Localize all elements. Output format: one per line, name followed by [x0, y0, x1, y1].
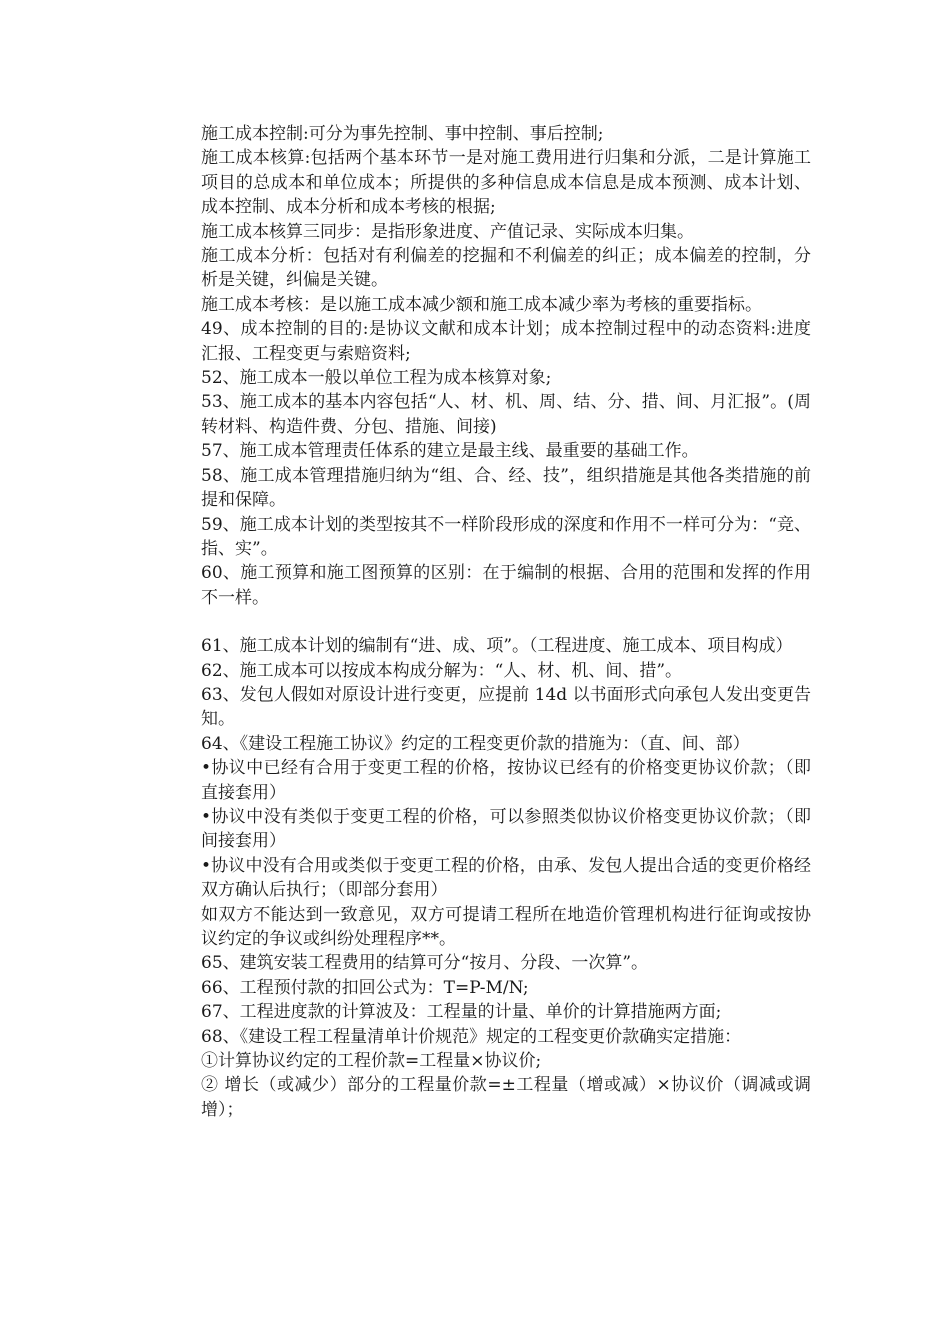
paragraph: 如双方不能达到一致意见，双方可提请工程所在地造价管理机构进行征询或按协议约定的争议或纠纷处理程序**。	[201, 904, 811, 949]
paragraph: 53、施工成本的基本内容包括“人、材、机、周、结、分、措、间、月汇报”。(周转材料、构造件费、分包、措施、间接)	[201, 392, 811, 437]
paragraph: 施工成本控制:可分为事先控制、事中控制、事后控制;	[201, 124, 604, 144]
paragraph: 65、建筑安装工程费用的结算可分“按月、分段、一次算”。	[201, 953, 649, 974]
paragraph: 施工成本核算三同步：是指形象进度、产值记录、实际成本归集。	[201, 221, 694, 242]
bullet-item: •协议中没有类似于变更工程的价格，可以参照类似协议价格变更协议价款；（即间接套用）	[201, 806, 811, 852]
paragraph: 64、《建设工程施工协议》约定的工程变更价款的措施为：（直、间、部）	[201, 733, 750, 754]
paragraph: 施工成本核算:包括两个基本环节一是对施工费用进行归集和分派，二是计算施工项目的总成本和单位成本；所提供的多种信息成本信息是成本预测、成本计划、成本控制、成本分析和成本考核的根据;	[201, 148, 811, 218]
numbered-item: ①计算协议约定的工程价款=工程量×协议价;	[201, 1051, 542, 1072]
document-body	[201, 122, 811, 1122]
paragraph: 63、发包人假如对原设计进行变更，应提前 14d 以书面形式向承包人发出变更告知。	[201, 684, 811, 730]
paragraph: 52、施工成本一般以单位工程为成本核算对象;	[201, 368, 552, 389]
numbered-item: ② 增长（或减少）部分的工程量价款=±工程量（增或减）×协议价（调减或调增）；	[201, 1075, 811, 1120]
paragraph: 60、施工预算和施工图预算的区别：在于编制的根据、合用的范围和发挥的作用不一样。	[201, 563, 811, 608]
paragraph: 57、施工成本管理责任体系的建立是最主线、最重要的基础工作。	[201, 441, 699, 462]
paragraph: 59、施工成本计划的类型按其不一样阶段形成的深度和作用不一样可分为：“竞、指、实”。	[201, 514, 811, 559]
paragraph: 67、工程进度款的计算波及：工程量的计量、单价的计算措施两方面;	[201, 1002, 722, 1023]
paragraph: 66、工程预付款的扣回公式为：T=P-M/N;	[201, 977, 529, 998]
paragraph: 62、施工成本可以按成本构成分解为：“人、材、机、间、措”。	[201, 660, 683, 681]
paragraph: 58、施工成本管理措施归纳为“组、合、经、技”，组织措施是其他各类措施的前提和保障。	[201, 465, 811, 511]
bullet-item: •协议中已经有合用于变更工程的价格，按协议已经有的价格变更协议价款；（即直接套用）	[201, 758, 811, 803]
paragraph: 49、成本控制的目的:是协议文献和成本计划；成本控制过程中的动态资料:进度汇报、工程变更与索赔资料;	[201, 319, 811, 364]
paragraph: 施工成本考核：是以施工成本减少额和施工成本减少率为考核的重要指标。	[201, 294, 762, 315]
paragraph: 68、《建设工程工程量清单计价规范》规定的工程变更价款确实定措施：	[201, 1026, 742, 1047]
paragraph-spacer	[201, 610, 811, 634]
paragraph: 施工成本分析：包括对有利偏差的挖掘和不利偏差的纠正；成本偏差的控制，分析是关键，纠偏是关键。	[201, 246, 811, 291]
paragraph: 61、施工成本计划的编制有“进、成、项”。（工程进度、施工成本、项目构成）	[201, 636, 793, 657]
bullet-item: •协议中没有合用或类似于变更工程的价格，由承、发包人提出合适的变更价格经双方确认后执行；（即部分套用）	[201, 855, 811, 901]
